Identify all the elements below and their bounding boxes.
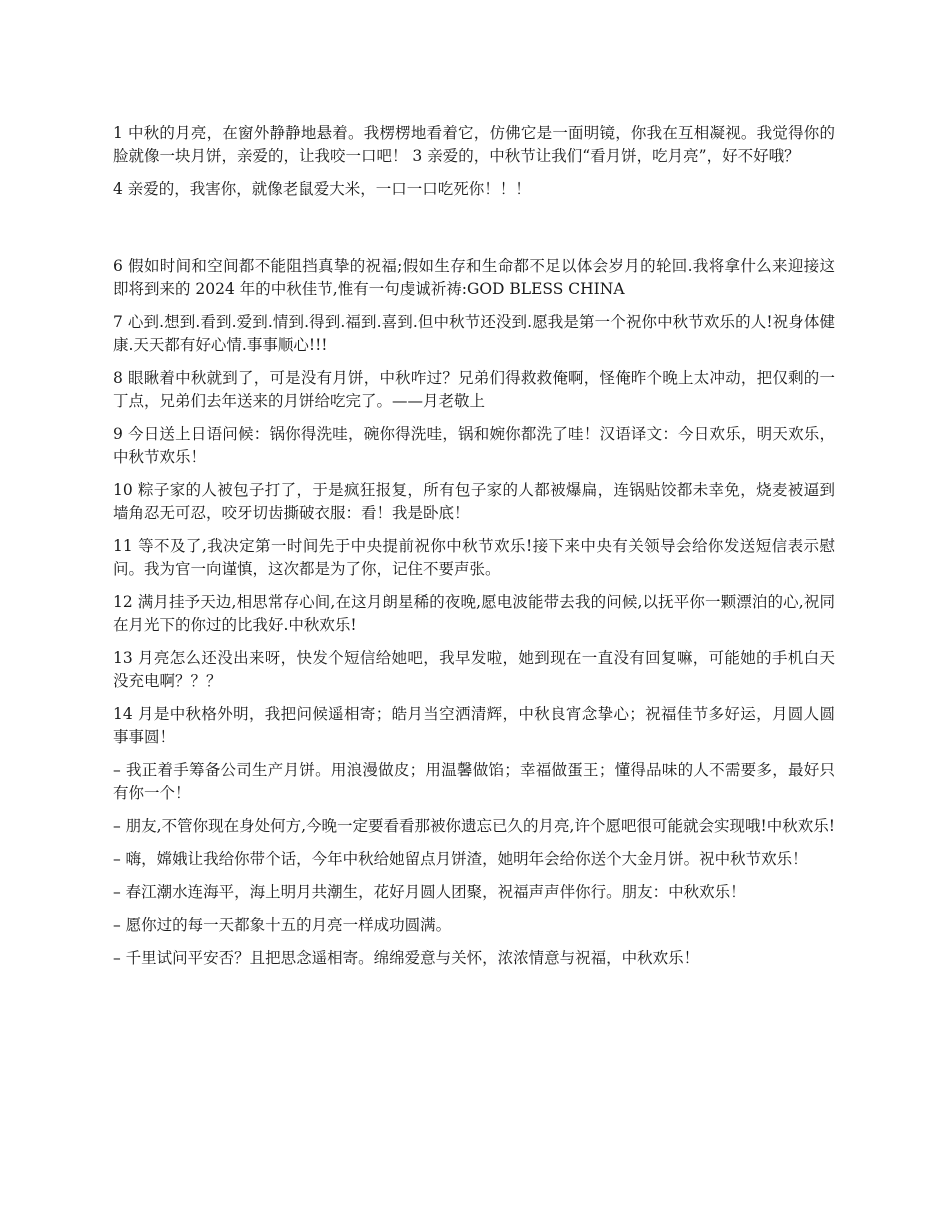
paragraph-10: 10 粽子家的人被包子打了，于是疯狂报复，所有包子家的人都被爆扁，连锅贴饺都未幸免，烧麦被逼到墙角忍无可忍，咬牙切齿撕破衣服：看！我是卧底！ (113, 481, 835, 522)
dash-item-full-moon: – 愿你过的每一天都象十五的月亮一样成功圆满。 (113, 916, 452, 934)
blank-gap (113, 211, 835, 255)
paragraph-13: 13 月亮怎么还没出来呀，快发个短信给她吧，我早发啦，她到现在一直没有回复嘛，可能她的手机白天没充电啊？？？ (113, 649, 835, 690)
paragraph-6: 6 假如时间和空间都不能阻挡真挚的祝福;假如生存和生命都不足以体会岁月的轮回.我将拿什么来迎接这即将到来的 2024 年的中秋佳节,惟有一句虔诚祈祷:GOD BLESS CHINA (113, 257, 835, 298)
dash-item-friend-moon: – 朋友,不管你现在身处何方,今晚一定要看看那被你遗忘已久的月亮,许个愿吧很可能就会实现哦!中秋欢乐! (113, 817, 835, 835)
dash-item-spring-river: – 春江潮水连海平，海上明月共潮生，花好月圆人团聚，祝福声声伴你行。朋友：中秋欢乐！ (113, 883, 746, 901)
paragraph-14: 14 月是中秋格外明，我把问候遥相寄；皓月当空洒清辉，中秋良宵念挚心；祝福佳节多好运，月圆人圆事事圆！ (113, 705, 835, 746)
paragraph-9: 9 今日送上日语问候：锅你得洗哇，碗你得洗哇，锅和婉你都洗了哇！汉语译文：今日欢乐，明天欢乐，中秋节欢乐！ (113, 425, 835, 466)
paragraph-8: 8 眼瞅着中秋就到了，可是没有月饼，中秋咋过？兄弟们得救救俺啊，怪俺昨个晚上太冲动，把仅剩的一丁点，兄弟们去年送来的月饼给吃完了。——月老敬上 (113, 369, 835, 410)
dash-item-thousand-miles: – 千里试问平安否？且把思念遥相寄。绵绵爱意与关怀，浓浓情意与祝福，中秋欢乐！ (113, 949, 700, 967)
dash-item-change-message: – 嗨，嫦娥让我给你带个话，今年中秋给她留点月饼渣，她明年会给你送个大金月饼。祝中秋节欢乐！ (113, 850, 808, 868)
paragraph-4: 4 亲爱的，我害你，就像老鼠爱大米，一口一口吃死你！！！ (113, 180, 531, 198)
paragraph-1: 1 中秋的月亮，在窗外静静地悬着。我楞楞地看着它，仿佛它是一面明镜，你我在互相凝视。我觉得你的脸就像一块月饼，亲爱的，让我咬一口吧！ 3 亲爱的，中秋节让我们“看月饼，吃月亮”，好不好哦？ (113, 124, 835, 165)
document-page (113, 122, 835, 980)
dash-item-mooncake-factory: – 我正着手筹备公司生产月饼。用浪漫做皮；用温馨做馅；幸福做蛋王；懂得品味的人不需要多，最好只有你一个！ (113, 761, 835, 802)
paragraph-12: 12 满月挂予天边,相思常存心间,在这月朗星稀的夜晚,愿电波能带去我的问候,以抚平你一颗漂泊的心,祝同在月光下的你过的比我好.中秋欢乐! (113, 593, 835, 634)
paragraph-11: 11 等不及了,我决定第一时间先于中央提前祝你中秋节欢乐!接下来中央有关领导会给你发送短信表示慰问。我为官一向谨慎，这次都是为了你，记住不要声张。 (113, 537, 835, 578)
paragraph-7: 7 心到.想到.看到.爱到.情到.得到.福到.喜到.但中秋节还没到.愿我是第一个祝你中秋节欢乐的人!祝身体健康.天天都有好心情.事事顺心!!! (113, 313, 835, 354)
